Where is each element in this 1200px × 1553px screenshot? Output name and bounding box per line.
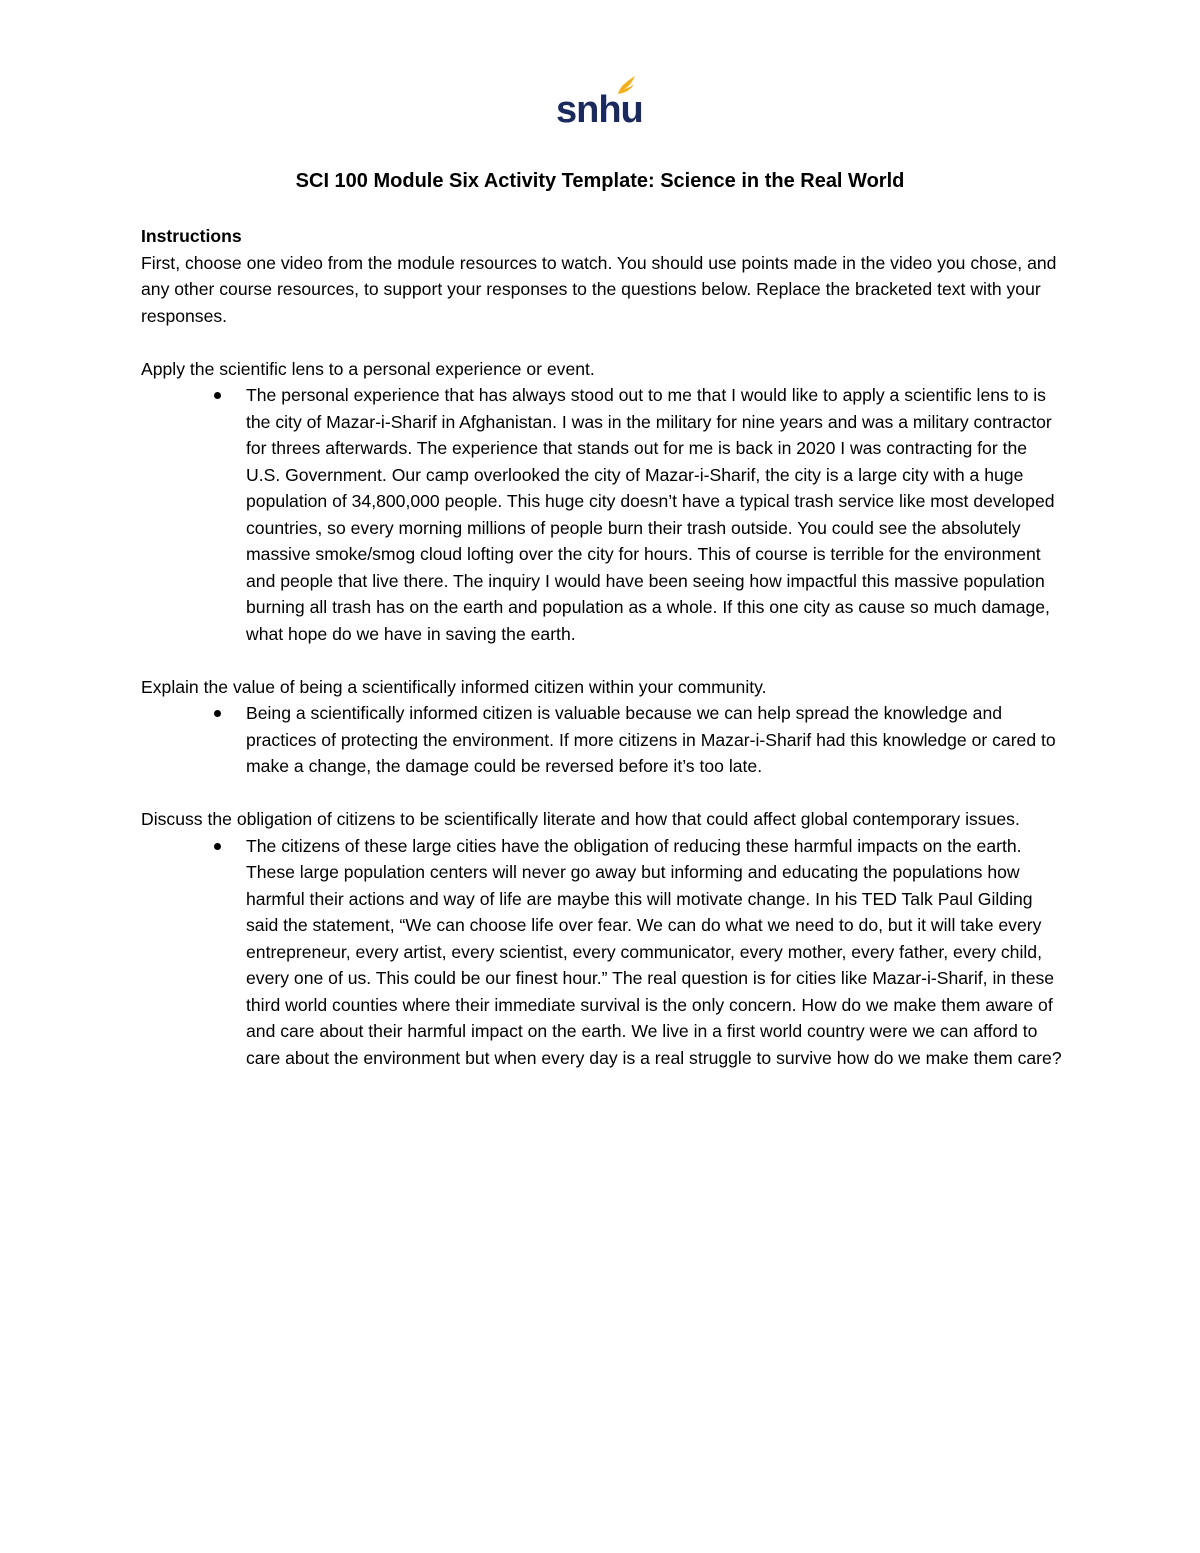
section-1-answer-text: The personal experience that has always stood out to me that I would like to apply a scientific lens to is the city of Mazar-i-Sharif in Afghanistan. I was in the military for nine years and was a military contractor for threes afterwards. The experience that stands out for me is back in 2020 I was contracting for the U.S. Government. Our camp overlooked the city of Mazar-i-Sharif, the city is a large city with a huge population of 34,800,000 people. This huge city doesn’t have a typical trash service like most developed countries, so every morning millions of people burn their trash outside. You could see the absolutely massive smoke/smog cloud lofting over the city for hours. This of course is terrible for the environment and people that live there. The inquiry I would have been seeing how impactful this massive population burning all trash has on the earth and population as a whole. If this one city as cause so much damage, what hope do we have in saving the earth. xyxy=(246,385,1055,644)
snhu-logo xyxy=(556,74,643,132)
spacer xyxy=(141,329,1066,356)
section-3-prompt: Discuss the obligation of citizens to be scientifically literate and how that could affect global contemporary issues. xyxy=(141,809,1020,829)
section-3-answer-text: The citizens of these large cities have the obligation of reducing these harmful impacts on the earth. These large population centers will never go away but informing and educating the populations how harmful their actions and way of life are maybe this will motivate change. In his TED Talk Paul Gilding said the statement, “We can choose life over fear. We can do what we need to do, but it will take every entrepreneur, every artist, every scientist, every communicator, every mother, every father, every child, every one of us. This could be our finest hour.” The real question is for cities like Mazar-i-Sharif, in these third world counties where their immediate survival is the only concern. How do we make them aware of and care about their harmful impact on the earth. We live in a first world country were we can afford to care about the environment but when every day is a real struggle to survive how do we make them care? xyxy=(246,835,1062,1068)
instructions-heading: Instructions xyxy=(141,226,242,246)
section-2-prompt: Explain the value of being a scientifically informed citizen within your community. xyxy=(141,676,767,697)
document-title: SCI 100 Module Six Activity Template: Science in the Real World xyxy=(295,170,905,192)
spacer xyxy=(141,780,1066,807)
section-1-prompt: Apply the scientific lens to a personal experience or event. xyxy=(141,358,595,379)
logo-text: snhu xyxy=(556,89,643,131)
bullet-icon xyxy=(214,392,221,399)
section-2-answer-text: Being a scientifically informed citizen is valuable because we can help spread the knowledge and practices of protecting the environment. If more citizens in Mazar-i-Sharif had this knowledge or cared to make a change, the damage could be reversed before it’s too late. xyxy=(246,703,1056,776)
section-1-answer-list xyxy=(141,382,1066,647)
bullet-icon xyxy=(214,710,221,717)
section-1-answer xyxy=(141,382,1066,647)
section-3-answer-list xyxy=(141,833,1066,1072)
document-body xyxy=(141,223,1066,1071)
bullet-icon xyxy=(214,843,221,850)
instructions-text: First, choose one video from the module resources to watch. You should use points made in the video you chose, and any other course resources, to support your responses to the questions below. Replace the bracketed text with your responses. xyxy=(141,252,1057,326)
section-2-answer xyxy=(141,700,1066,780)
section-3-answer xyxy=(141,833,1066,1072)
spacer xyxy=(141,647,1066,674)
section-2-answer-list xyxy=(141,700,1066,780)
